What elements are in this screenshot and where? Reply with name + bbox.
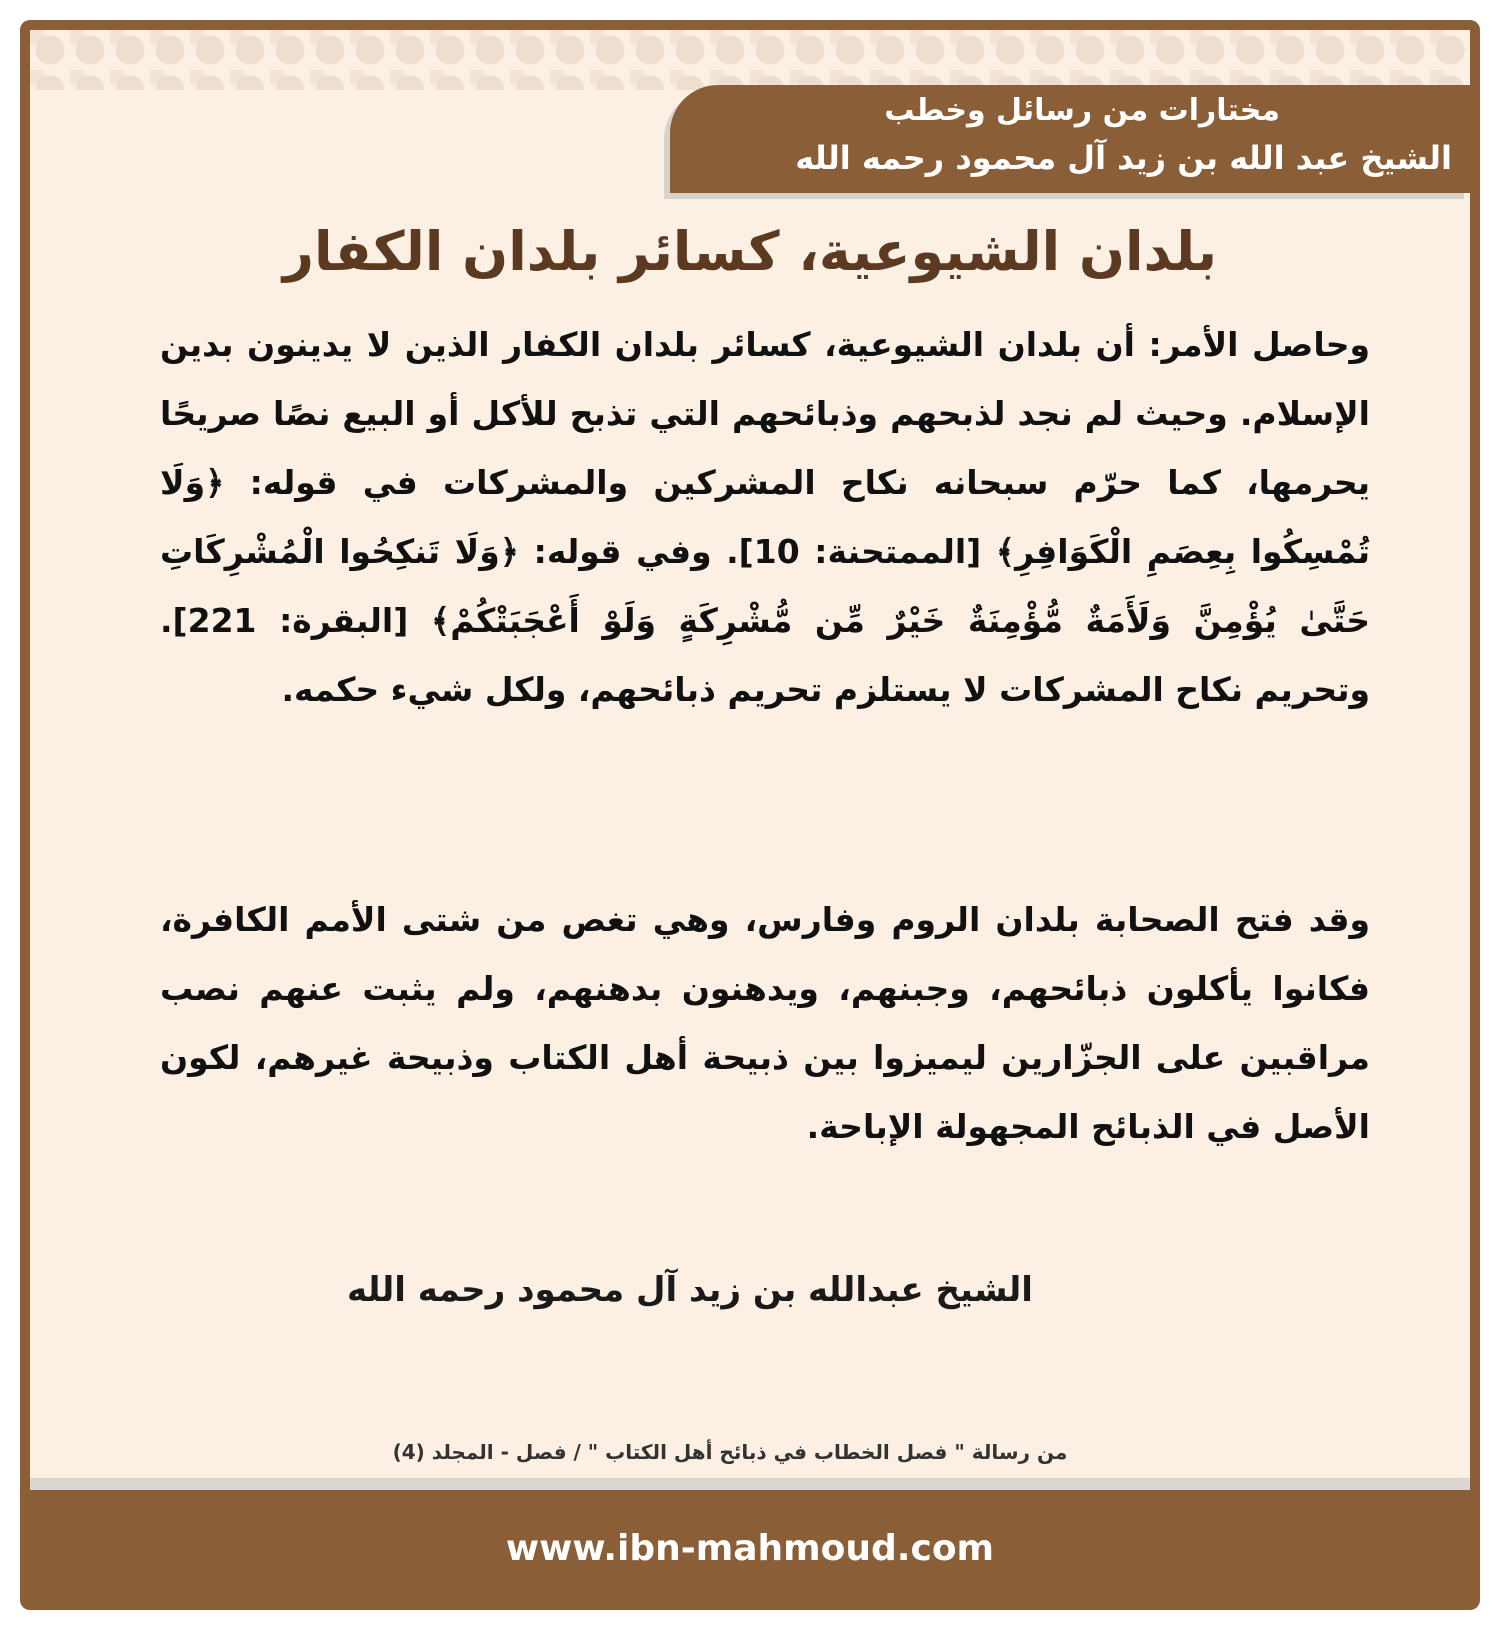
header-ribbon [670, 85, 1470, 193]
signature: الشيخ عبدالله بن زيد آل محمود رحمه الله [347, 1270, 1033, 1310]
divider [30, 1478, 1470, 1490]
series-title: مختارات من رسائل وخطب [884, 93, 1280, 128]
source-citation: من رسالة " فصل الخطاب في ذبائح أهل الكتاب " / فصل - المجلد (4) [392, 1440, 1068, 1464]
decorative-pattern [30, 30, 1470, 90]
website-link[interactable]: www.ibn-mahmoud.com [505, 1528, 995, 1569]
content-card [30, 30, 1470, 1490]
author-title: الشيخ عبد الله بن زيد آل محمود رحمه الله [795, 139, 1452, 177]
paragraph-1: وحاصل الأمر: أن بلدان الشيوعية، كسائر بلدان الكفار الذين لا يدينون بدين الإسلام. وحيث لم نجد لذبحهم وذبائحهم التي تذبح للأكل أو البيع نصًا صريحًا يحرمها، كما حرّم سبحانه نكاح المشركين والمشركات في قوله: ﴿وَلَا تُمْسِكُوا بِعِصَمِ الْكَوَافِرِ﴾ [الممتحنة: 10]. وفي قوله: ﴿وَلَا تَنكِحُوا الْمُشْرِكَاتِ حَتَّىٰ يُؤْمِنَّ وَلَأَمَةٌ مُّؤْمِنَةٌ خَيْرٌ مِّن مُّشْرِكَةٍ وَلَوْ أَعْجَبَتْكُمْ﴾ [البقرة: 221]. وتحريم نكاح المشركات لا يستلزم تحريم ذبائحهم، ولكل شيء حكمه. [160, 325, 1370, 709]
page-title: بلدان الشيوعية، كسائر بلدان الكفار [282, 220, 1218, 283]
paragraph-2: وقد فتح الصحابة بلدان الروم وفارس، وهي تغص من شتى الأمم الكافرة، فكانوا يأكلون ذبائحهم، وجبنهم، ويدهنون بدهنهم، ولم يثبت عنهم نصب مراقبين على الجزّارين ليميزوا بين ذبيحة أهل الكتاب وذبيحة غيرهم، لكون الأصل في الذبائح المجهولة الإباحة. [160, 900, 1370, 1146]
